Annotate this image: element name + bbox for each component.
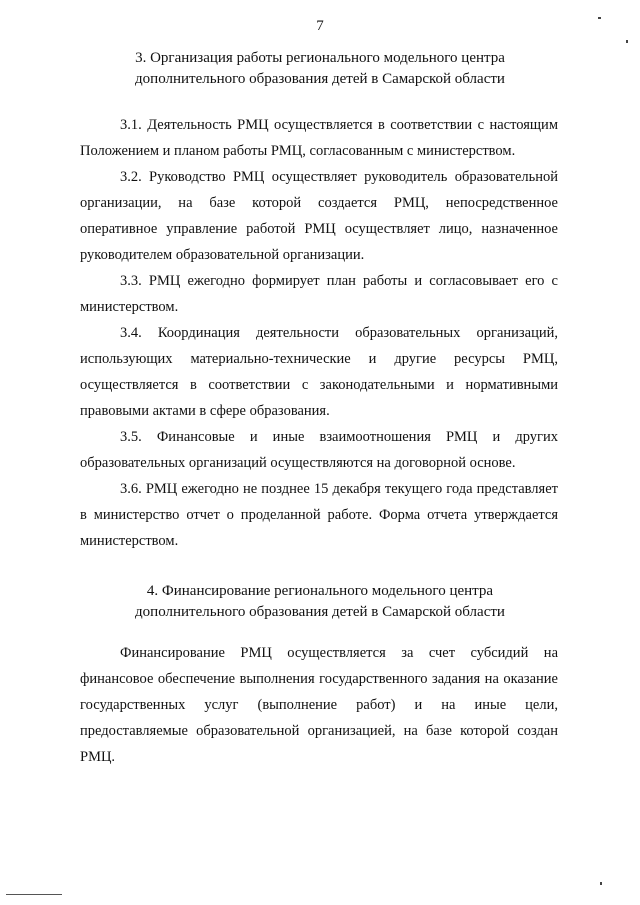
section-3-title-line-1: 3. Организация работы регионального модельного центра — [135, 50, 505, 66]
section-4-title-line-2: дополнительного образования детей в Самарской области — [135, 604, 505, 620]
scan-speck — [626, 40, 628, 43]
section-4-title — [80, 581, 560, 623]
paragraph-3-3: 3.3. РМЦ ежегодно формирует план работы и согласовывает его с министерством. — [80, 273, 558, 315]
scan-speck — [598, 17, 601, 19]
scan-edge-line — [6, 894, 62, 895]
paragraph-4-1: Финансирование РМЦ осуществляется за счет субсидий на финансовое обеспечение выполнения государственного задания на оказание государственных услуг (выполнение работ) и на иные цели, предоставляемые образовательной организацией, на базе которой создан РМЦ. — [80, 645, 558, 765]
section-3-title-line-2: дополнительного образования детей в Самарской области — [135, 71, 505, 87]
paragraph-3-4: 3.4. Координация деятельности образовательных организаций, использующих материально-технические и другие ресурсы РМЦ, осуществляется в соответствии с законодательными и нормативными правовыми актами в сфере образования. — [80, 325, 558, 419]
section-4-title-line-1: 4. Финансирование регионального модельного центра — [146, 583, 494, 599]
paragraph-3-5: 3.5. Финансовые и иные взаимоотношения РМЦ и других образовательных организаций осуществляются на договорной основе. — [80, 429, 558, 471]
paragraph-3-2: 3.2. Руководство РМЦ осуществляет руководитель образовательной организации, на базе которой создается РМЦ, непосредственное оперативное управление работой РМЦ осуществляет лицо, назначенное руководителем образовательной организации. — [80, 169, 558, 263]
scan-speck — [600, 882, 602, 885]
page-number: 7 — [316, 18, 324, 34]
section-3-title — [80, 48, 560, 90]
paragraph-3-1: 3.1. Деятельность РМЦ осуществляется в соответствии с настоящим Положением и планом работы РМЦ, согласованным с министерством. — [80, 117, 558, 159]
paragraph-3-6: 3.6. РМЦ ежегодно не позднее 15 декабря текущего года представляет в министерство отчет о проделанной работе. Форма отчета утверждается министерством. — [80, 481, 558, 549]
